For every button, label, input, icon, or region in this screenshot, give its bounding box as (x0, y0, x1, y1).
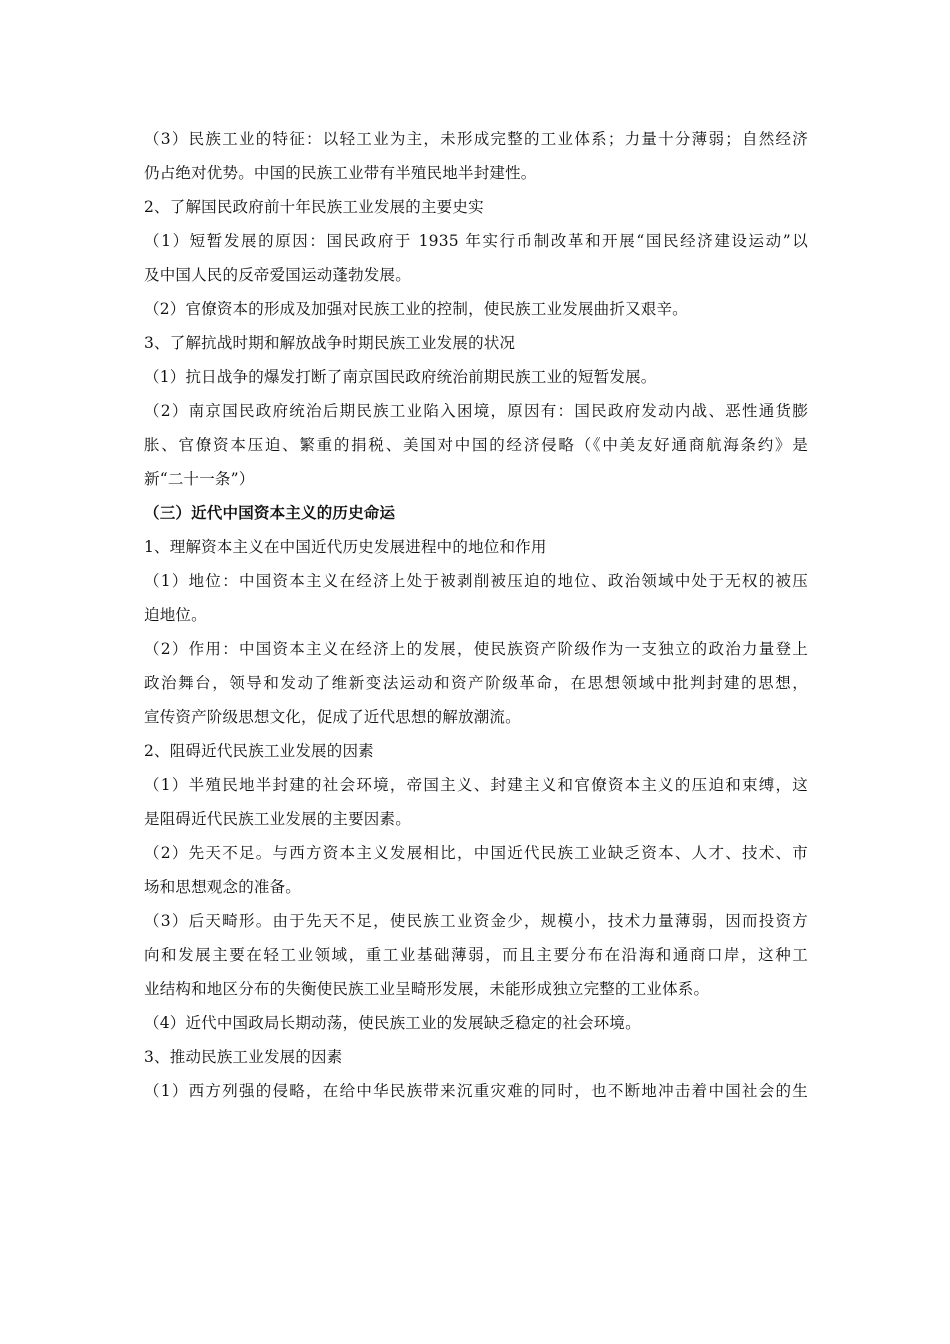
paragraph-line: （3）后天畸形。由于先天不足，使民族工业资金少，规模小，技术力量薄弱，因而投资方 (144, 912, 808, 930)
paragraph-line: （2）先天不足。与西方资本主义发展相比，中国近代民族工业缺乏资本、人才、技术、市 (144, 844, 808, 862)
paragraph-line: 胀、官僚资本压迫、繁重的捐税、美国对中国的经济侵略（《中美友好通商航海条约》是 (144, 436, 808, 454)
paragraph-line: 迫地位。 (144, 606, 207, 624)
paragraph-line: （1）半殖民地半封建的社会环境，帝国主义、封建主义和官僚资本主义的压迫和束缚，这 (144, 776, 808, 794)
paragraph-line: 宣传资产阶级思想文化，促成了近代思想的解放潮流。 (144, 708, 521, 726)
paragraph-line: 仍占绝对优势。中国的民族工业带有半殖民地半封建性。 (144, 164, 537, 182)
section-item-heading: 2、了解国民政府前十年民族工业发展的主要史实 (144, 198, 484, 216)
paragraph-line: 场和思想观念的准备。 (144, 878, 302, 896)
paragraph-line: （2）官僚资本的形成及加强对民族工业的控制，使民族工业发展曲折又艰辛。 (144, 300, 688, 318)
paragraph-line: 是阻碍近代民族工业发展的主要因素。 (144, 810, 411, 828)
paragraph-line: 向和发展主要在轻工业领域，重工业基础薄弱，而且主要分布在沿海和通商口岸，这种工 (144, 946, 808, 964)
paragraph-line: （1）西方列强的侵略，在给中华民族带来沉重灾难的同时，也不断地冲击着中国社会的生 (144, 1082, 808, 1100)
paragraph-line: 新“二十一条”） (144, 470, 255, 488)
section-heading: （三）近代中国资本主义的历史命运 (144, 504, 396, 522)
paragraph-line: （1）短暂发展的原因：国民政府于 1935 年实行币制改革和开展“国民经济建设运动”以 (144, 232, 808, 250)
section-item-heading: 1、理解资本主义在中国近代历史发展进程中的地位和作用 (144, 538, 547, 556)
section-item-heading: 2、阻碍近代民族工业发展的因素 (144, 742, 374, 760)
paragraph-line: （2）作用：中国资本主义在经济上的发展，使民族资产阶级作为一支独立的政治力量登上 (144, 640, 808, 658)
paragraph-line: （2）南京国民政府统治后期民族工业陷入困境，原因有：国民政府发动内战、恶性通货膨 (144, 402, 808, 420)
section-item-heading: 3、了解抗战时期和解放战争时期民族工业发展的状况 (144, 334, 516, 352)
paragraph-line: 政治舞台，领导和发动了维新变法运动和资产阶级革命，在思想领域中批判封建的思想， (144, 674, 808, 692)
paragraph-line: （4）近代中国政局长期动荡，使民族工业的发展缺乏稳定的社会环境。 (144, 1014, 641, 1032)
paragraph-line: （1）抗日战争的爆发打断了南京国民政府统治前期民族工业的短暂发展。 (144, 368, 657, 386)
paragraph-line: 及中国人民的反帝爱国运动蓬勃发展。 (144, 266, 411, 284)
paragraph-line: （1）地位：中国资本主义在经济上处于被剥削被压迫的地位、政治领域中处于无权的被压 (144, 572, 808, 590)
section-item-heading: 3、推动民族工业发展的因素 (144, 1048, 343, 1066)
document-body (144, 122, 808, 1108)
paragraph-line: 业结构和地区分布的失衡使民族工业呈畸形发展，未能形成独立完整的工业体系。 (144, 980, 710, 998)
paragraph-line: （3）民族工业的特征：以轻工业为主，未形成完整的工业体系；力量十分薄弱；自然经济 (144, 130, 808, 148)
